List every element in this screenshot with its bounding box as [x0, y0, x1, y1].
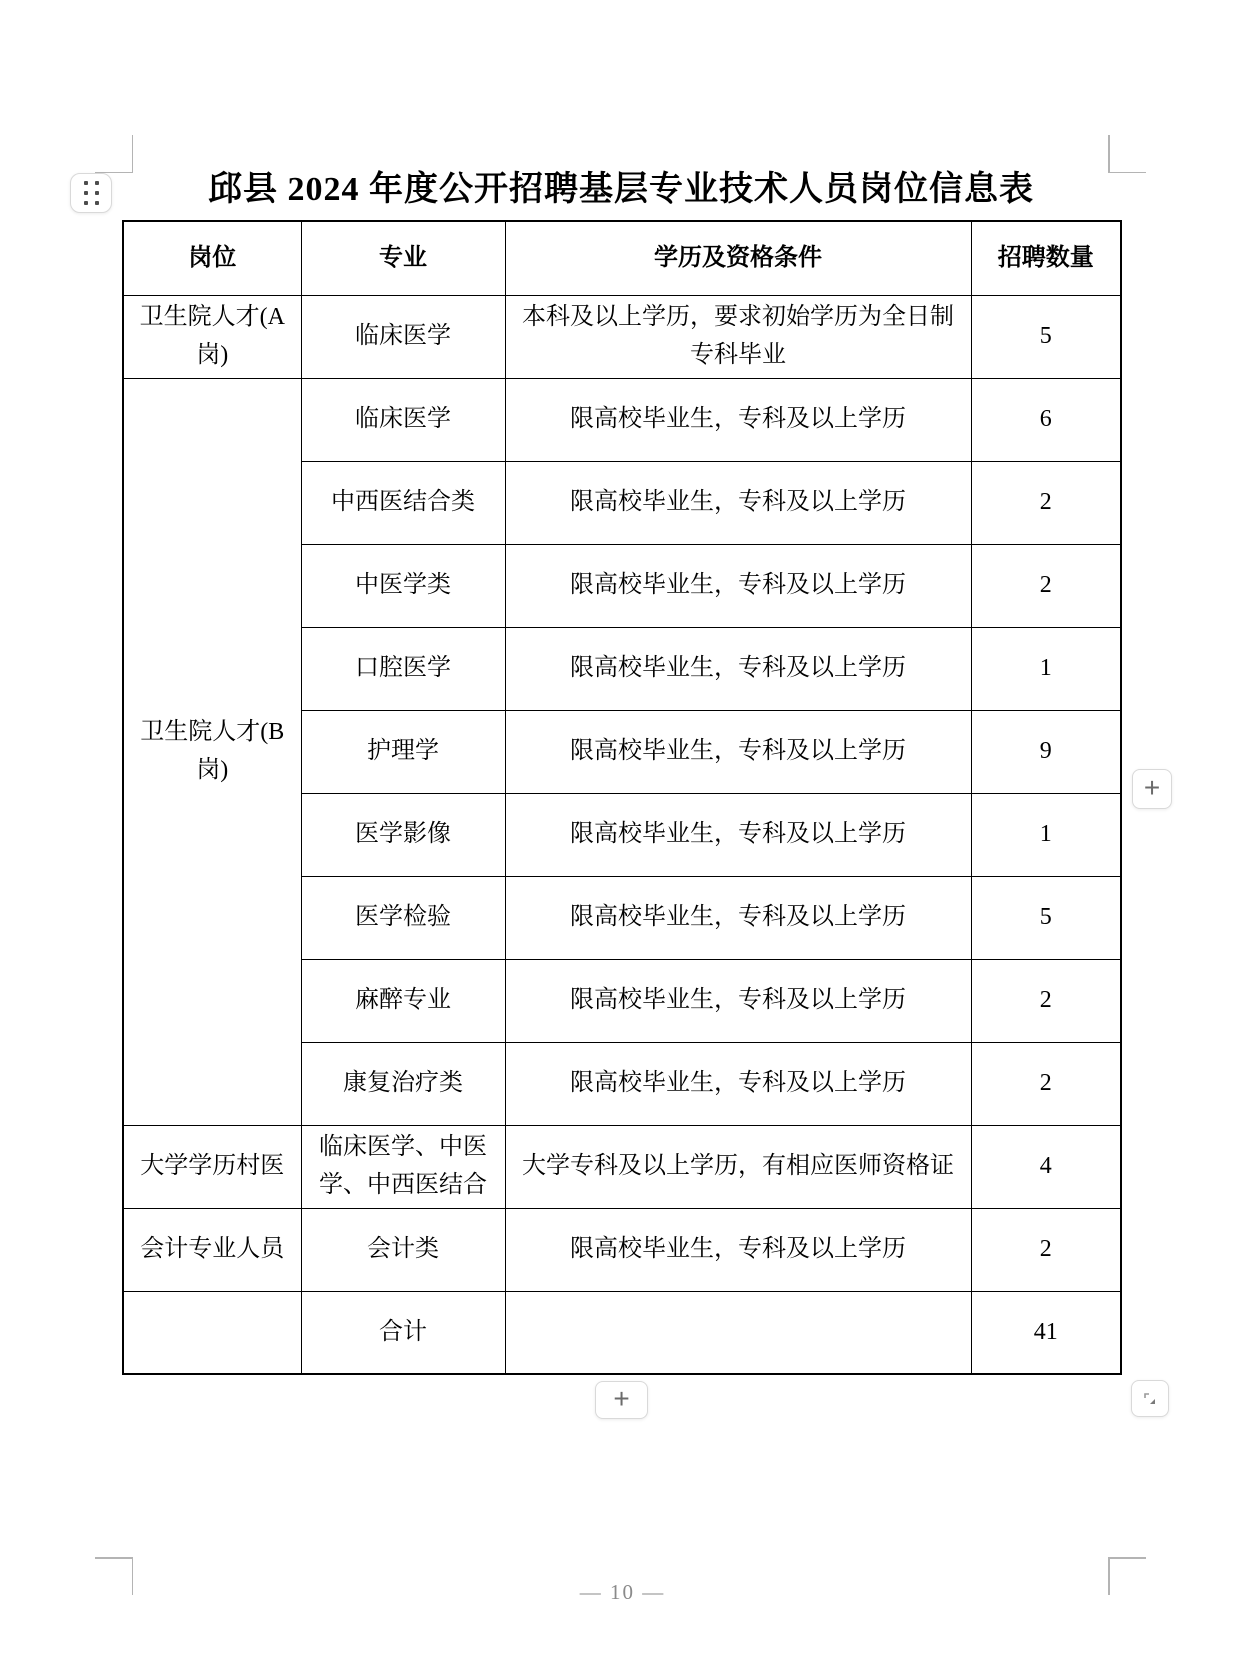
table-cell[interactable]: 4 — [971, 1125, 1121, 1208]
table-cell[interactable]: 中西医结合类 — [301, 461, 505, 544]
table-cell[interactable]: 护理学 — [301, 710, 505, 793]
six-dot-grid-icon — [84, 181, 99, 205]
table-cell[interactable]: 合计 — [301, 1291, 505, 1374]
table-cell[interactable]: 卫生院人才(B岗) — [123, 378, 301, 1125]
table-row — [123, 295, 1121, 378]
table-cell[interactable]: 2 — [971, 959, 1121, 1042]
table-cell[interactable]: 限高校毕业生，专科及以上学历 — [505, 461, 971, 544]
table-cell[interactable]: 2 — [971, 461, 1121, 544]
table-cell[interactable]: 大学专科及以上学历，有相应医师资格证 — [505, 1125, 971, 1208]
table-row — [123, 1208, 1121, 1291]
table-row — [123, 378, 1121, 461]
table-header-row — [123, 221, 1121, 295]
job-table-container — [122, 220, 1122, 1375]
column-header[interactable]: 专业 — [301, 221, 505, 295]
expand-table-button[interactable] — [1131, 1380, 1169, 1417]
table-cell[interactable]: 康复治疗类 — [301, 1042, 505, 1125]
table-cell[interactable]: 5 — [971, 876, 1121, 959]
table-cell[interactable]: 9 — [971, 710, 1121, 793]
table-cell[interactable]: 限高校毕业生，专科及以上学历 — [505, 627, 971, 710]
table-drag-handle[interactable] — [70, 173, 112, 213]
expand-arrows-icon — [1141, 1390, 1159, 1408]
table-cell[interactable]: 大学学历村医 — [123, 1125, 301, 1208]
table-cell[interactable]: 5 — [971, 295, 1121, 378]
table-cell[interactable]: 本科及以上学历，要求初始学历为全日制专科毕业 — [505, 295, 971, 378]
table-cell[interactable]: 限高校毕业生，专科及以上学历 — [505, 1042, 971, 1125]
table-cell[interactable]: 临床医学、中医学、中西医结合 — [301, 1125, 505, 1208]
table-cell[interactable]: 6 — [971, 378, 1121, 461]
job-table — [122, 220, 1122, 1375]
table-cell[interactable]: 限高校毕业生，专科及以上学历 — [505, 959, 971, 1042]
table-cell[interactable]: 41 — [971, 1291, 1121, 1374]
table-cell[interactable]: 限高校毕业生，专科及以上学历 — [505, 876, 971, 959]
table-cell[interactable]: 卫生院人才(A岗) — [123, 295, 301, 378]
table-cell[interactable]: 2 — [971, 1208, 1121, 1291]
table-row — [123, 1125, 1121, 1208]
table-cell[interactable]: 限高校毕业生，专科及以上学历 — [505, 710, 971, 793]
table-cell[interactable]: 限高校毕业生，专科及以上学历 — [505, 1208, 971, 1291]
table-cell[interactable]: 2 — [971, 544, 1121, 627]
table-cell[interactable]: 中医学类 — [301, 544, 505, 627]
column-header[interactable]: 岗位 — [123, 221, 301, 295]
table-row — [123, 1291, 1121, 1374]
table-cell[interactable]: 医学影像 — [301, 793, 505, 876]
table-cell[interactable] — [123, 1291, 301, 1374]
table-cell[interactable]: 限高校毕业生，专科及以上学历 — [505, 793, 971, 876]
table-cell[interactable]: 1 — [971, 793, 1121, 876]
add-column-button[interactable] — [1132, 769, 1172, 809]
table-cell[interactable]: 会计类 — [301, 1208, 505, 1291]
page-number: — 10 — — [579, 1580, 666, 1604]
table-cell[interactable]: 限高校毕业生，专科及以上学历 — [505, 544, 971, 627]
table-cell[interactable]: 临床医学 — [301, 295, 505, 378]
table-cell[interactable]: 2 — [971, 1042, 1121, 1125]
plus-icon: + — [1143, 772, 1161, 803]
table-cell[interactable]: 1 — [971, 627, 1121, 710]
column-header[interactable]: 招聘数量 — [971, 221, 1121, 295]
table-cell[interactable]: 医学检验 — [301, 876, 505, 959]
page-title[interactable]: 邱县 2024 年度公开招聘基层专业技术人员岗位信息表 — [208, 170, 1034, 208]
table-cell[interactable] — [505, 1291, 971, 1374]
table-cell[interactable]: 会计专业人员 — [123, 1208, 301, 1291]
table-cell[interactable]: 限高校毕业生，专科及以上学历 — [505, 378, 971, 461]
table-cell[interactable]: 临床医学 — [301, 378, 505, 461]
table-cell[interactable]: 麻醉专业 — [301, 959, 505, 1042]
table-cell[interactable]: 口腔医学 — [301, 627, 505, 710]
column-header[interactable]: 学历及资格条件 — [505, 221, 971, 295]
add-row-button[interactable] — [595, 1381, 648, 1419]
plus-icon: + — [613, 1383, 630, 1414]
